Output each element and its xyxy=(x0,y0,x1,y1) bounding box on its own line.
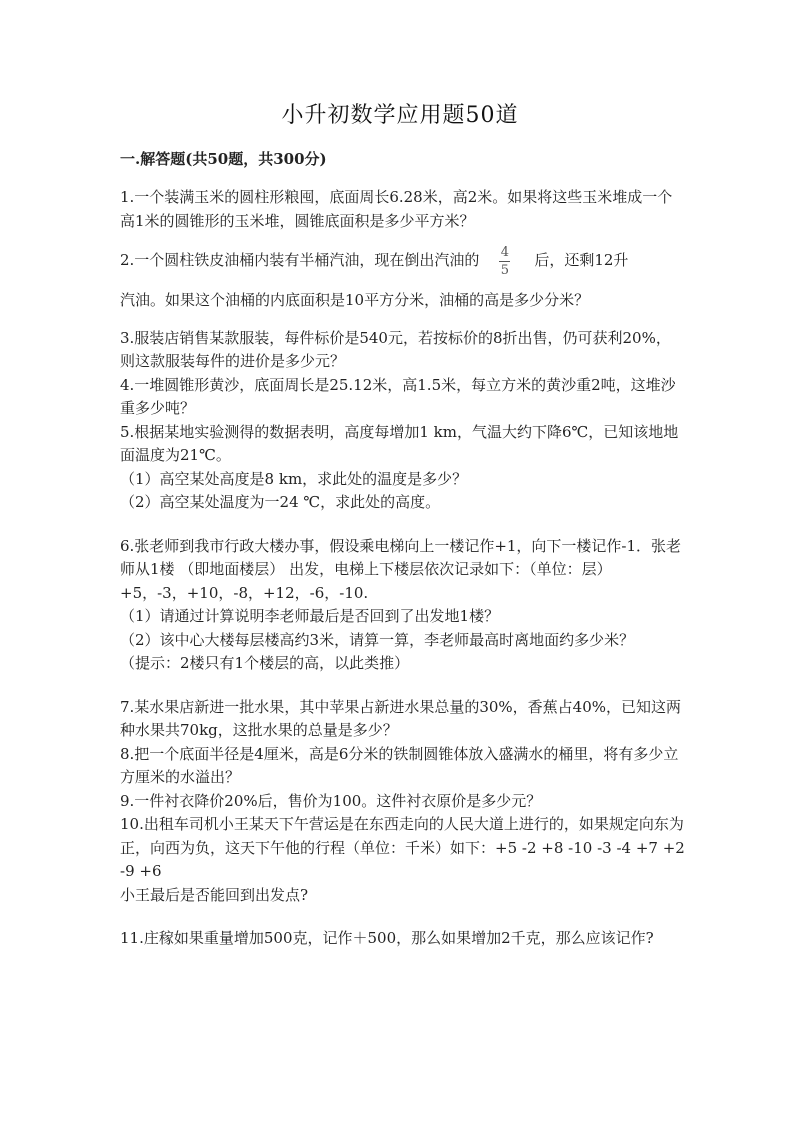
fraction-numerator: 4 xyxy=(500,244,509,260)
question-2-text-before: 2.一个圆柱铁皮油桶内装有半桶汽油，现在倒出汽油的 xyxy=(120,251,480,270)
question-8: 8.把一个底面半径是4厘米，高是6分米的铁制圆锥体放入盛满水的桶里，将有多少立方厘米的水溢出？ xyxy=(120,744,679,786)
question-7: 7.某水果店新进一批水果，其中苹果占新进水果总量的30%，香蕉占40%，已知这两种水果共70kg，这批水果的总量是多少？ xyxy=(120,697,681,739)
question-2-continuation: 汽油。如果这个油桶的内底面积是10平方分米，油桶的高是多少分米？ xyxy=(120,291,590,309)
question-4: 4.一堆圆锥形黄沙，底面周长是25.12米，高1.5米，每立方米的黄沙重2吨，这堆沙重多少吨？ xyxy=(120,375,676,417)
question-11: 11.庄稼如果重量增加500克，记作＋500，那么如果增加2千克，那么应该记作? xyxy=(120,929,654,947)
question-10-sub: 小王最后是否能回到出发点? xyxy=(120,885,309,904)
question-6-hint: （提示：2楼只有1个楼层的高，以此类推） xyxy=(120,654,410,672)
question-6: 6.张老师到我市行政大楼办事，假设乘电梯向上一楼记作+1，向下一楼记作-1．张老师从1楼 （即地面楼层） 出发，电梯上下楼层依次记录如下：（单位：层）+5，-3，+10，-8，+12，-6，-10. xyxy=(120,536,682,602)
question-6-sub-2: （2）该中心大楼每层楼高约3米，请算一算，李老师最高时离地面约多少米？ xyxy=(120,630,635,649)
fraction-denominator: 5 xyxy=(500,262,509,278)
page-title: 小升初数学应用题50道 xyxy=(281,103,519,128)
question-9: 9.一件衬衣降价20%后，售价为100。这件衬衣原价是多少元？ xyxy=(120,791,542,810)
fraction-bar xyxy=(499,261,510,262)
question-5-sub-2: （2）高空某处温度为一24 ℃，求此处的高度。 xyxy=(120,493,441,511)
fraction xyxy=(499,245,510,278)
question-6-sub-1: （1）请通过计算说明李老师最后是否回到了出发地1楼？ xyxy=(120,607,500,625)
question-2 xyxy=(120,239,685,283)
question-10: 10.出租车司机小王某天下午营运是在东西走向的人民大道上进行的，如果规定向东为正，向西为负，这天下午他的行程（单位：千米）如下：+5 -2 +8 -10 -3 -4 +7 +2 -9 +6 xyxy=(120,815,685,880)
question-5-sub-1: （1）高空某处高度是8 km，求此处的温度是多少？ xyxy=(120,469,468,488)
question-3: 3.服装店销售某款服装，每件标价是540元，若按标价的8折出售，仍可获利20%，则这款服装每件的进价是多少元？ xyxy=(120,328,671,370)
question-2-text-after: 后，还剩12升 xyxy=(534,251,629,270)
section-heading: 一.解答题(共50题，共300分) xyxy=(120,150,327,168)
question-1: 1.一个装满玉米的圆柱形粮囤，底面周长6.28米，高2米。如果将这些玉米堆成一个高1米的圆锥形的玉米堆，圆锥底面积是多少平方米？ xyxy=(120,188,673,230)
question-5: 5.根据某地实验测得的数据表明，高度每增加1 km，气温大约下降6℃，已知该地地面温度为21℃。 xyxy=(120,422,679,464)
question-list xyxy=(120,186,685,951)
